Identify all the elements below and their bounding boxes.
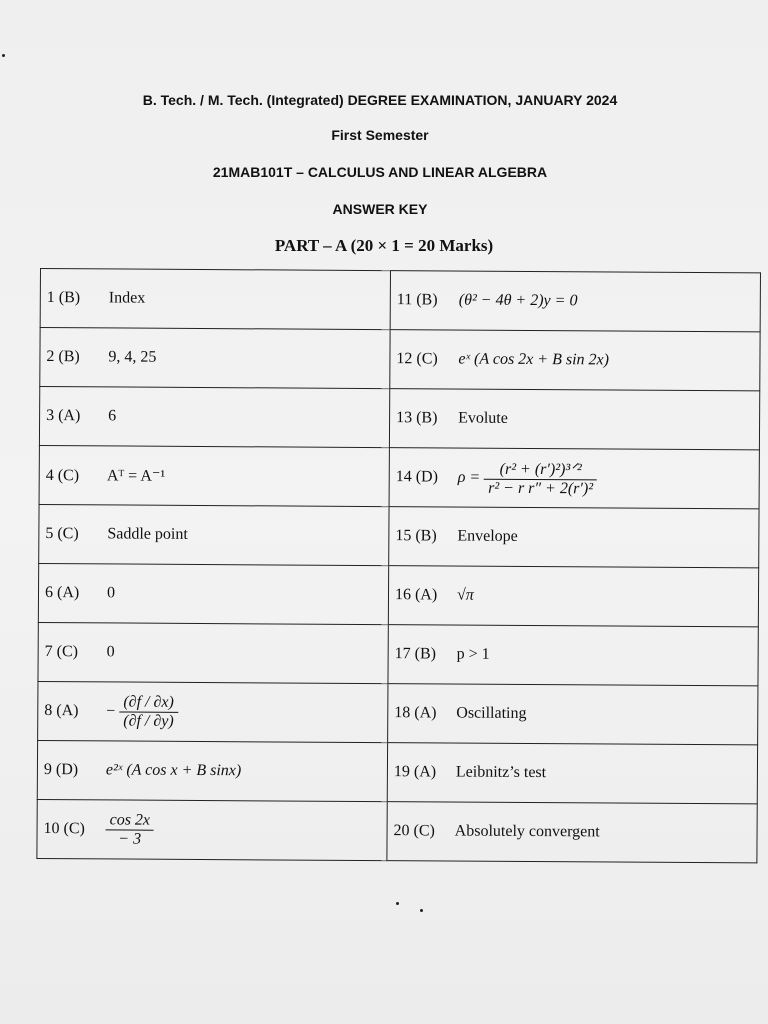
question-number: 19 (A) <box>393 763 437 781</box>
part-heading: PART – A (20 × 1 = 20 Marks) <box>274 236 494 255</box>
answer-text: e²ˣ (A cos x + B sinx) <box>105 761 242 780</box>
table-row <box>37 740 757 803</box>
scan-speck <box>420 909 423 912</box>
answer-key-heading: ANSWER KEY <box>332 201 428 217</box>
table-row <box>39 445 759 508</box>
answer-cell <box>387 802 757 863</box>
answer-cell <box>40 328 390 389</box>
answer-cell <box>390 271 760 332</box>
answer-cell <box>37 799 387 860</box>
answer-fraction <box>484 458 597 498</box>
fraction-numerator: cos 2x <box>106 811 155 830</box>
table-row <box>38 563 758 626</box>
answer-prefix: − <box>106 702 116 720</box>
fraction-numerator: (r² + (r′)²)³ᐟ² <box>484 458 597 480</box>
table-row <box>38 622 758 685</box>
answer-cell <box>389 507 759 568</box>
table-row <box>40 328 760 391</box>
answer-cell <box>38 681 388 742</box>
answer-text: eˣ (A cos 2x + B sin 2x) <box>458 350 610 369</box>
answer-fraction <box>119 693 178 730</box>
answer-cell <box>387 743 757 804</box>
question-number: 6 (A) <box>44 584 80 602</box>
question-number: 17 (B) <box>394 645 437 663</box>
answer-cell <box>38 622 388 683</box>
answer-cell <box>39 504 389 565</box>
answer-cell <box>38 563 388 624</box>
scan-speck <box>396 902 399 905</box>
question-number: 12 (C) <box>396 350 438 368</box>
course-title: 21MAB101T – CALCULUS AND LINEAR ALGEBRA <box>212 164 548 180</box>
exam-title: B. Tech. / M. Tech. (Integrated) DEGREE EXAMINATION, JANUARY 2024 <box>142 92 618 108</box>
answer-cell <box>40 269 390 330</box>
table-row <box>38 681 758 744</box>
answer-text: Saddle point <box>107 525 188 543</box>
question-number: 7 (C) <box>44 643 79 661</box>
question-number: 5 (C) <box>45 525 79 543</box>
answer-text: 6 <box>108 407 117 425</box>
table-row <box>39 387 759 450</box>
question-number: 2 (B) <box>46 348 80 366</box>
question-number: 4 (C) <box>45 467 80 485</box>
answer-cell <box>390 330 760 391</box>
table-row <box>37 799 757 862</box>
answer-cell <box>389 389 759 450</box>
scan-speck <box>2 54 5 57</box>
answer-text: Aᵀ = A⁻¹ <box>106 467 166 485</box>
answer-text: Oscillating <box>456 704 527 722</box>
question-number: 3 (A) <box>46 407 81 425</box>
answer-table <box>36 268 761 863</box>
answer-text: Envelope <box>457 527 518 545</box>
fraction-denominator: − 3 <box>118 829 142 848</box>
answer-cell <box>388 566 758 627</box>
answer-text: 9, 4, 25 <box>108 348 157 366</box>
semester-label: First Semester <box>331 127 429 143</box>
table-row <box>40 269 760 332</box>
question-number: 1 (B) <box>46 289 81 307</box>
answer-cell <box>39 387 389 448</box>
answer-cell <box>39 445 389 506</box>
answer-cell <box>388 625 758 686</box>
answer-text: Leibnitz’s test <box>455 763 547 782</box>
table-row <box>39 504 759 567</box>
answer-text: Evolute <box>458 409 508 427</box>
answer-fraction <box>105 811 154 848</box>
question-number: 9 (D) <box>43 761 79 779</box>
question-number: 8 (A) <box>44 701 79 719</box>
answer-text: Index <box>108 289 146 307</box>
answer-text: √π <box>456 586 474 604</box>
fraction-denominator: (∂f / ∂y) <box>123 712 174 730</box>
fraction-denominator: r² − r r″ + 2(r′)² <box>488 479 594 497</box>
fraction-numerator: (∂f / ∂x) <box>119 693 178 712</box>
answer-text: p > 1 <box>456 645 490 663</box>
question-number: 18 (A) <box>394 704 437 722</box>
question-number: 14 (D) <box>395 467 439 486</box>
answer-prefix: ρ = <box>457 468 481 486</box>
answer-text: 0 <box>106 643 115 661</box>
question-number: 16 (A) <box>394 586 438 604</box>
answer-cell <box>388 684 758 745</box>
answer-cell <box>37 740 387 801</box>
question-number: 13 (B) <box>396 409 438 427</box>
question-number: 20 (C) <box>393 822 435 840</box>
question-number: 15 (B) <box>395 527 437 545</box>
answer-cell <box>389 448 759 509</box>
answer-text: (θ² − 4θ + 2)y = 0 <box>458 291 578 310</box>
answer-text: 0 <box>106 584 116 602</box>
question-number: 10 (C) <box>43 819 85 837</box>
question-number: 11 (B) <box>396 291 438 309</box>
answer-text: Absolutely convergent <box>454 822 600 841</box>
